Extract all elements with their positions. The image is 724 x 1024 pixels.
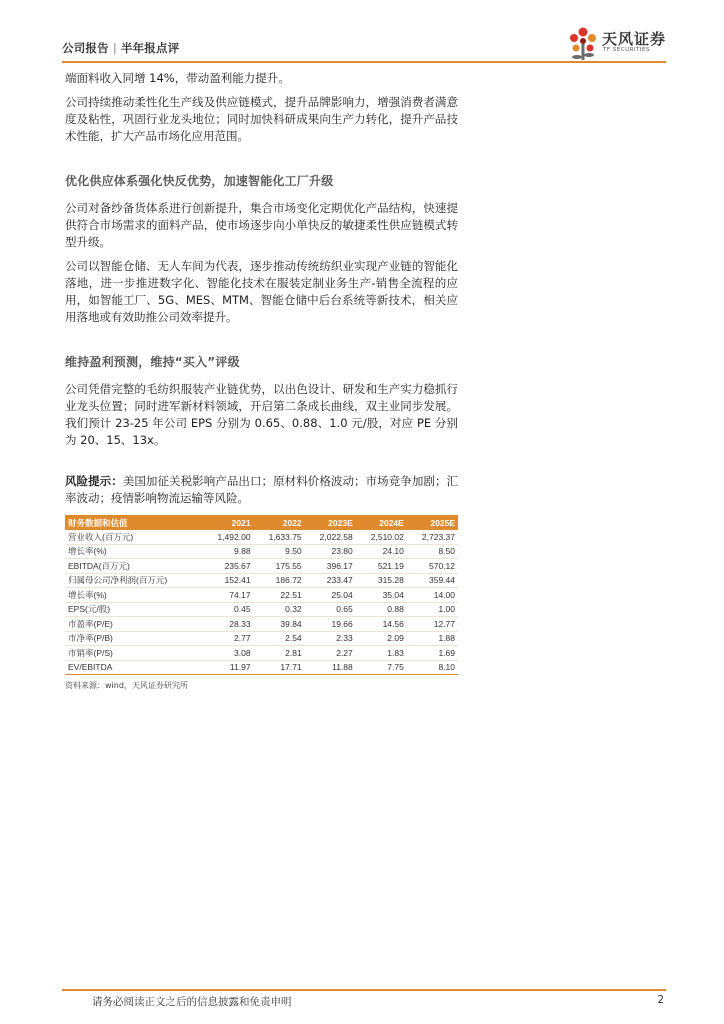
table-cell: 1.69 <box>407 646 458 661</box>
logo-english: TF SECURITIES <box>603 47 650 53</box>
table-cell: 1.00 <box>407 602 458 617</box>
table-cell: 1,633.75 <box>254 530 305 544</box>
table-cell: 7.75 <box>356 660 407 675</box>
table-cell: 14.00 <box>407 588 458 603</box>
table-header-row <box>65 515 458 530</box>
table-row <box>65 544 458 559</box>
table-cell: 28.33 <box>202 617 253 632</box>
table-cell: 24.10 <box>356 544 407 559</box>
logo-flower-icon <box>566 24 600 64</box>
table-cell: 8.50 <box>407 544 458 559</box>
table-cell: 2,022.58 <box>305 530 356 544</box>
risk-warning <box>65 473 458 507</box>
table-cell: 0.32 <box>254 602 305 617</box>
table-header-cell: 2023E <box>305 515 356 530</box>
table-row <box>65 588 458 603</box>
row-label: EV/EBITDA <box>65 660 202 675</box>
paragraph-5: 公司凭借完整的毛纺织服装产业链优势，以出色设计、研发和生产实力稳抓行业龙头位置；同时进军新材料领域，开启第二条成长曲线，双主业同步发展。我们预计 23-25 年公司 EPS 分别为 0.65、0.88、1.0 元/股，对应 PE 分别为 20、15、13x。 <box>65 382 458 447</box>
table-cell: 1.83 <box>356 646 407 661</box>
row-label: 增长率(%) <box>65 588 202 603</box>
table-header-cell: 2024E <box>356 515 407 530</box>
table-source: 资料来源：wind，天风证券研究所 <box>65 681 188 690</box>
table-cell: 570.12 <box>407 559 458 574</box>
table-header-cell: 2022 <box>254 515 305 530</box>
row-label: 营业收入(百万元) <box>65 530 202 544</box>
row-label: 市净率(P/B) <box>65 631 202 646</box>
footer-disclaimer: 请务必阅读正文之后的信息披露和免责申明 <box>92 996 292 1008</box>
header-divider <box>62 61 666 63</box>
table-cell: 8.10 <box>407 660 458 675</box>
table-cell: 2,723.37 <box>407 530 458 544</box>
table-cell: 0.65 <box>305 602 356 617</box>
table-cell: 233.47 <box>305 573 356 588</box>
table-cell: 396.17 <box>305 559 356 574</box>
table-row <box>65 646 458 661</box>
table-header-cell: 财务数据和估值 <box>65 515 202 530</box>
table-cell: 12.77 <box>407 617 458 632</box>
row-label: EPS(元/股) <box>65 602 202 617</box>
table-cell: 11.97 <box>202 660 253 675</box>
table-cell: 175.55 <box>254 559 305 574</box>
table-cell: 11.88 <box>305 660 356 675</box>
table-cell: 235.67 <box>202 559 253 574</box>
paragraph-3: 公司对备纱备货体系进行创新提升，集合市场变化定期优化产品结构，快速提供符合市场需求的面料产品，使市场逐步向小单快反的敏捷柔性供应链模式转型升级。 <box>65 201 458 249</box>
table-cell: 14.56 <box>356 617 407 632</box>
table-cell: 35.04 <box>356 588 407 603</box>
row-label: 增长率(%) <box>65 544 202 559</box>
table-cell: 2.77 <box>202 631 253 646</box>
row-label: 市销率(P/S) <box>65 646 202 661</box>
table-row <box>65 617 458 632</box>
table-cell: 25.04 <box>305 588 356 603</box>
section-title-supply: 优化供应体系强化快反优势，加速智能化工厂升级 <box>65 174 334 188</box>
table-row <box>65 559 458 574</box>
table-cell: 9.50 <box>254 544 305 559</box>
subcategory-label: 半年报点评 <box>120 41 180 55</box>
table-cell: 23.80 <box>305 544 356 559</box>
table-cell: 0.45 <box>202 602 253 617</box>
table-row <box>65 530 458 544</box>
company-logo <box>566 22 666 66</box>
table-cell: 0.88 <box>356 602 407 617</box>
report-category <box>62 40 179 56</box>
table-cell: 521.19 <box>356 559 407 574</box>
table-row <box>65 631 458 646</box>
table-row <box>65 660 458 675</box>
logo-name: 天风证券 <box>602 30 667 48</box>
financial-table <box>65 515 458 675</box>
header-separator: | <box>112 41 117 55</box>
table-cell: 2.27 <box>305 646 356 661</box>
table-header-cell: 2021 <box>202 515 253 530</box>
table-row <box>65 573 458 588</box>
table-cell: 315.28 <box>356 573 407 588</box>
risk-text: 美国加征关税影响产品出口；原材料价格波动；市场竞争加剧；汇率波动；疫情影响物流运输等风险。 <box>65 474 459 505</box>
category-label: 公司报告 <box>62 41 109 55</box>
paragraph-4: 公司以智能仓储、无人车间为代表，逐步推动传统纺织业实现产业链的智能化落地，进一步推进数字化、智能化技术在服装定制业务生产-销售全流程的应用，如智能工厂、5G、MES、MTM、智能仓储中后台系统等新技术，相关应用落地或有效助推公司效率提升。 <box>65 259 458 324</box>
table-cell: 152.41 <box>202 573 253 588</box>
table-cell: 2.09 <box>356 631 407 646</box>
paragraph-2: 公司持续推动柔性化生产线及供应链模式，提升品牌影响力，增强消费者满意度及粘性，巩固行业龙头地位；同时加快科研成果向生产力转化，提升产品技术性能，扩大产品市场化应用范围。 <box>65 95 458 143</box>
row-label: 归属母公司净利润(百万元) <box>65 573 202 588</box>
table-cell: 1.88 <box>407 631 458 646</box>
table-cell: 2.54 <box>254 631 305 646</box>
risk-label: 风险提示： <box>65 474 123 488</box>
table-cell: 2,510.02 <box>356 530 407 544</box>
table-cell: 39.84 <box>254 617 305 632</box>
table-cell: 2.81 <box>254 646 305 661</box>
table-cell: 22.51 <box>254 588 305 603</box>
table-cell: 2.33 <box>305 631 356 646</box>
table-row <box>65 602 458 617</box>
table-cell: 1,492.00 <box>202 530 253 544</box>
table-cell: 17.71 <box>254 660 305 675</box>
table-cell: 3.08 <box>202 646 253 661</box>
report-body <box>65 70 458 691</box>
paragraph-1: 端面料收入同增 14%，带动盈利能力提升。 <box>65 71 290 85</box>
footer-divider <box>62 989 666 991</box>
table-header-cell: 2025E <box>407 515 458 530</box>
table-cell: 74.17 <box>202 588 253 603</box>
table-cell: 186.72 <box>254 573 305 588</box>
table-cell: 359.44 <box>407 573 458 588</box>
table-cell: 19.66 <box>305 617 356 632</box>
page-header <box>62 30 667 62</box>
row-label: 市盈率(P/E) <box>65 617 202 632</box>
section-title-rating: 维持盈利预测，维持“买入”评级 <box>65 355 240 369</box>
page-number: 2 <box>657 994 664 1006</box>
table-cell: 9.88 <box>202 544 253 559</box>
row-label: EBITDA(百万元) <box>65 559 202 574</box>
